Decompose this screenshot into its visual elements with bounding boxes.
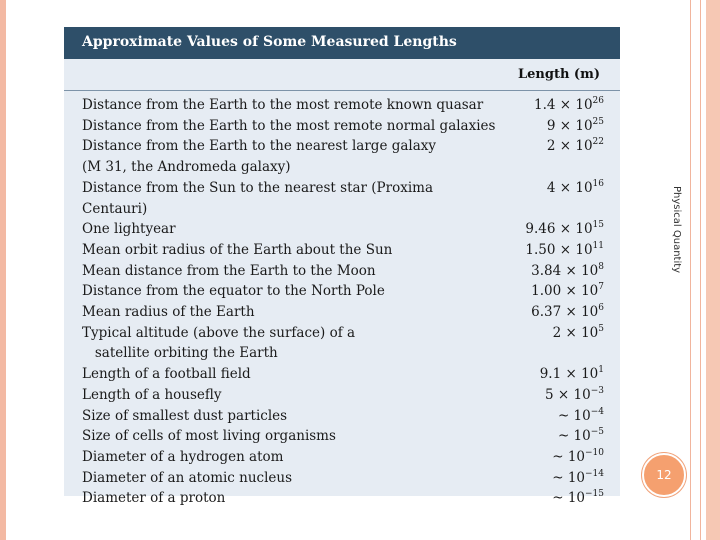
row-value: [534, 95, 604, 116]
value-mantissa: ~ 10: [557, 407, 591, 424]
row-description: Length of a football field: [82, 366, 251, 383]
row-value: [540, 364, 604, 385]
row-value: [558, 406, 604, 427]
row-description: Mean orbit radius of the Earth about the Sun: [82, 241, 393, 258]
row-description: Distance from the Earth to the most remote known quasar: [82, 97, 484, 113]
value-mantissa: 9.1 × 10: [539, 366, 599, 383]
side-label: [668, 186, 682, 282]
row-description: Diameter of a proton: [82, 490, 226, 507]
row-value: [525, 219, 604, 240]
table-body: [64, 95, 620, 509]
table-row: [64, 261, 620, 282]
row-description: One lightyear: [82, 221, 176, 238]
value-exponent: 11: [592, 240, 604, 251]
table-row: [64, 323, 620, 364]
row-description: Typical altitude (above the surface) of a: [82, 324, 356, 341]
value-exponent: −5: [590, 427, 604, 438]
table-row: [64, 178, 620, 219]
value-mantissa: 1.50 × 10: [525, 241, 593, 258]
value-mantissa: 2 × 10: [552, 324, 599, 341]
row-description: Size of cells of most living organisms: [82, 428, 336, 445]
value-mantissa: 9 × 10: [546, 117, 593, 134]
table-row: [64, 136, 620, 177]
row-value: [531, 302, 604, 323]
lengths-table: [64, 27, 620, 507]
row-value: [552, 447, 604, 468]
table-row: [64, 468, 620, 489]
value-mantissa: 5 × 10: [545, 386, 591, 403]
value-mantissa: ~ 10: [552, 448, 585, 465]
value-mantissa: 4 × 10: [546, 179, 593, 196]
value-mantissa: 6.37 × 10: [531, 304, 599, 321]
page-number-badge: 12: [642, 453, 686, 497]
table-row: [64, 95, 620, 116]
table-row: [64, 426, 620, 447]
table-row: [64, 385, 620, 406]
row-value: [545, 385, 604, 406]
table-row: [64, 240, 620, 261]
column-header-length: Length (m): [518, 67, 600, 82]
row-value: [558, 426, 604, 447]
table-row: [64, 364, 620, 385]
row-value: [547, 178, 604, 199]
row-description: Distance from the Earth to the most remote normal galaxies: [82, 117, 496, 134]
table-row: [64, 447, 620, 468]
value-mantissa: 3.84 × 10: [531, 262, 599, 279]
value-exponent: 6: [598, 303, 604, 314]
value-exponent: 7: [598, 282, 604, 293]
row-description: Mean radius of the Earth: [82, 304, 255, 321]
table-title: Approximate Values of Some Measured Lengths: [82, 34, 457, 50]
table-row: [64, 281, 620, 302]
right-frame-line: [690, 0, 691, 540]
table-row: [64, 406, 620, 427]
row-description: Distance from the Sun to the nearest star (Proxima Centauri): [82, 179, 433, 217]
row-description: Mean distance from the Earth to the Moon: [82, 262, 376, 279]
row-description-continued: (M 31, the Andromeda galaxy): [82, 159, 291, 176]
row-value: [552, 468, 604, 489]
row-value: [531, 281, 604, 302]
value-mantissa: 2 × 10: [546, 138, 593, 155]
value-exponent: 16: [592, 178, 604, 189]
row-value: [552, 488, 604, 509]
row-value: [525, 240, 604, 261]
table-row: [64, 116, 620, 137]
value-mantissa: ~ 10: [552, 469, 585, 486]
row-value: [547, 136, 604, 157]
row-description: Length of a housefly: [82, 386, 222, 403]
value-mantissa: 1.00 × 10: [531, 283, 599, 300]
value-exponent: −10: [585, 447, 604, 458]
row-value: [547, 116, 604, 137]
row-description: Distance from the Earth to the nearest large galaxy: [82, 138, 437, 155]
value-exponent: 25: [592, 116, 604, 127]
value-exponent: −3: [590, 385, 604, 396]
value-mantissa: ~ 10: [557, 428, 591, 445]
row-description: Diameter of a hydrogen atom: [82, 448, 284, 465]
right-frame-border: [706, 0, 720, 540]
table-row: [64, 219, 620, 240]
value-exponent: −15: [585, 489, 604, 500]
value-exponent: −14: [585, 468, 604, 479]
value-exponent: 5: [598, 323, 604, 334]
row-description-continued: satellite orbiting the Earth: [82, 345, 278, 362]
right-frame-line: [700, 0, 701, 540]
left-frame-border: [0, 0, 6, 540]
value-mantissa: ~ 10: [552, 490, 585, 507]
table-row: [64, 302, 620, 323]
value-exponent: 22: [592, 137, 604, 148]
row-value: [531, 261, 604, 282]
row-description: Size of smallest dust particles: [82, 407, 288, 424]
value-exponent: −4: [590, 406, 604, 417]
value-exponent: 8: [598, 261, 604, 272]
value-exponent: 1: [598, 365, 604, 376]
table-row: [64, 488, 620, 509]
row-description: Diameter of an atomic nucleus: [82, 469, 293, 486]
side-label-text: Physical Quantity: [671, 186, 682, 274]
value-exponent: 26: [592, 96, 604, 106]
value-mantissa: 1.4 × 10: [534, 97, 593, 113]
row-value: [553, 323, 604, 344]
value-mantissa: 9.46 × 10: [525, 221, 593, 238]
table-header-bar: [64, 27, 620, 59]
row-description: Distance from the equator to the North Pole: [82, 283, 385, 300]
header-divider: [64, 90, 620, 91]
value-exponent: 15: [592, 220, 604, 231]
